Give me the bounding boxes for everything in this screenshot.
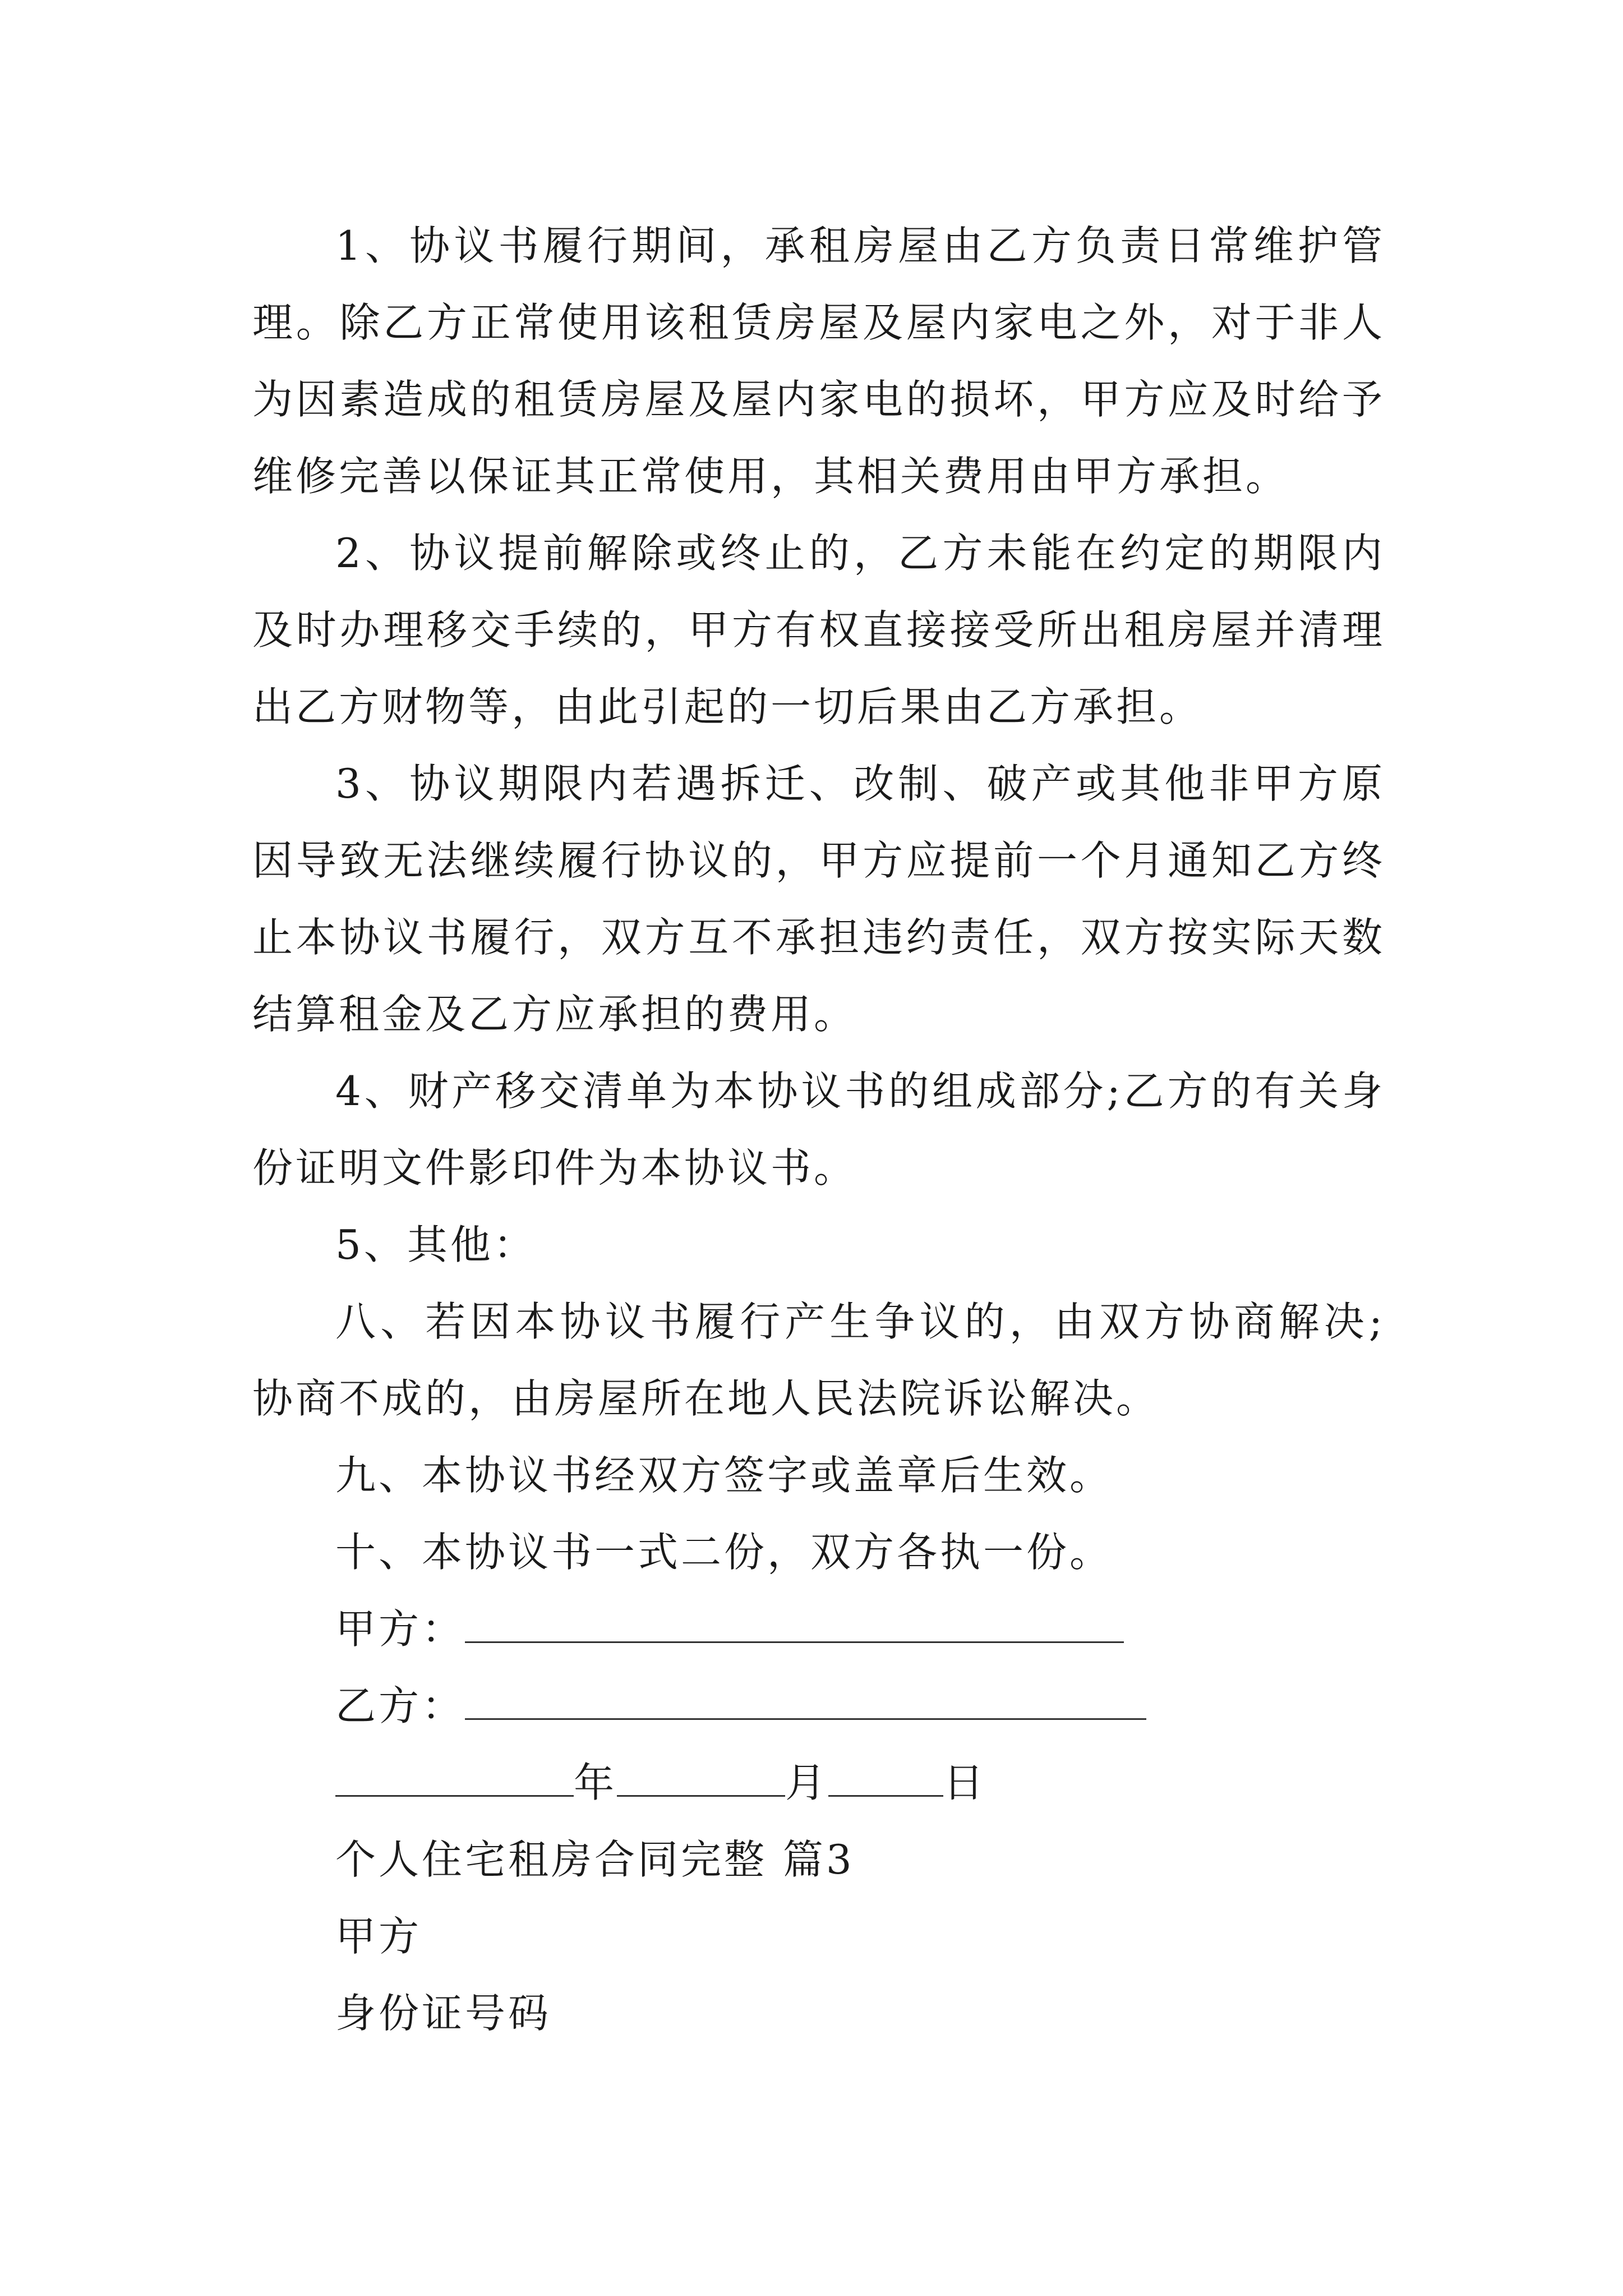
date-line <box>252 1745 1385 1821</box>
section-title: 个人住宅租房合同完整 篇3 <box>335 1836 855 1883</box>
party-a-label: 甲方： <box>335 1605 465 1653</box>
clause-8: 八、若因本协议书履行产生争议的，由双方协商解决;协商不成的，由房屋所在地人民法院诉讼解决。 <box>252 1298 1385 1422</box>
clause-1: 1、协议书履行期间，承租房屋由乙方负责日常维护管理。除乙方正常使用该租赁房屋及屋内家电之外，对于非人为因素造成的租赁房屋及屋内家电的损坏，甲方应及时给予维修完善以保证其正常使用，其相关费用由甲方承担。 <box>252 222 1385 500</box>
clause-10: 十、本协议书一式二份，双方各执一份。 <box>335 1529 1113 1576</box>
party-b-signature-line <box>252 1668 1385 1745</box>
day-label: 日 <box>943 1759 987 1806</box>
party-b-blank[interactable] <box>465 1685 1146 1720</box>
month-label: 月 <box>785 1759 829 1806</box>
year-label: 年 <box>574 1759 617 1806</box>
clause-4: 4、财产移交清单为本协议书的组成部分;乙方的有关身份证明文件影印件为本协议书。 <box>252 1068 1385 1191</box>
id-number-label: 身份证号码 <box>335 1990 552 2037</box>
document-body <box>252 208 1385 2052</box>
day-blank[interactable] <box>828 1761 943 1797</box>
party-b-label: 乙方： <box>335 1682 465 1729</box>
clause-9: 九、本协议书经双方签字或盖章后生效。 <box>335 1452 1113 1499</box>
year-blank[interactable] <box>335 1761 574 1797</box>
party-a-signature-line <box>252 1591 1385 1668</box>
clause-3: 3、协议期限内若遇拆迁、改制、破产或其他非甲方原因导致无法继续履行协议的，甲方应提前一个月通知乙方终止本协议书履行，双方互不承担违约责任，双方按实际天数结算租金及乙方应承担的费用。 <box>252 760 1385 1038</box>
clause-5: 5、其他： <box>335 1221 537 1268</box>
month-blank[interactable] <box>617 1761 785 1797</box>
clause-2: 2、协议提前解除或终止的，乙方未能在约定的期限内及时办理移交手续的，甲方有权直接接受所出租房屋并清理出乙方财物等，由此引起的一切后果由乙方承担。 <box>252 530 1385 730</box>
party-a-heading: 甲方 <box>335 1913 422 1960</box>
party-a-blank[interactable] <box>465 1608 1124 1643</box>
